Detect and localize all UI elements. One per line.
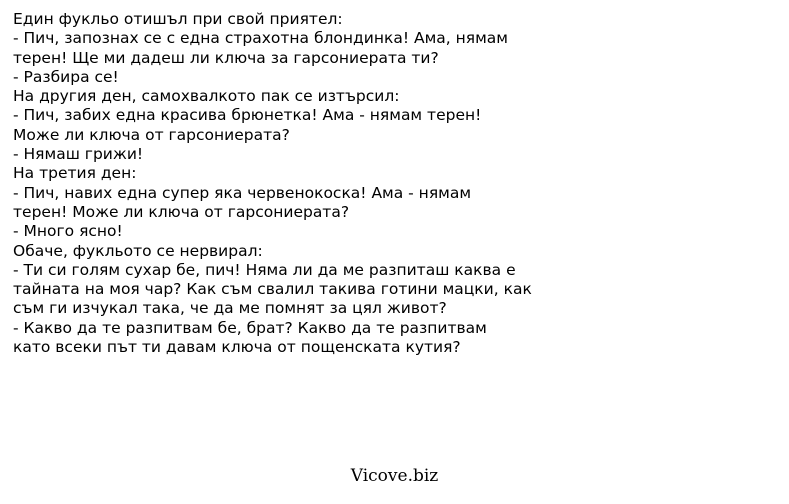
joke-line: - Ти си голям сухар бе, пич! Няма ли да ме разпиташ каква е xyxy=(13,260,516,279)
joke-line: терен! Може ли ключа от гарсониерата? xyxy=(13,202,350,221)
site-watermark: Vicove.biz xyxy=(350,466,439,486)
joke-line: - Много ясно! xyxy=(13,222,123,241)
joke-text xyxy=(13,10,532,357)
joke-line: - Нямаш грижи! xyxy=(13,145,144,164)
joke-line: Може ли ключа от гарсониерата? xyxy=(13,125,290,144)
joke-line: - Пич, навих една супер яка червенокоска! Ама - нямам xyxy=(13,183,472,202)
joke-line: - Пич, забих една красива брюнетка! Ама - нямам терен! xyxy=(13,106,482,125)
joke-line: - Разбира се! xyxy=(13,67,119,86)
joke-line: - Пич, запознах се с една страхотна блондинка! Ама, нямам xyxy=(13,29,508,48)
joke-line: съм ги изчукал така, че да ме помнят за цял живот? xyxy=(13,299,447,318)
joke-line: Обаче, фукльото се нервирал: xyxy=(13,241,263,260)
joke-line: - Какво да те разпитвам бе, брат? Какво да те разпитвам xyxy=(13,318,487,337)
joke-line: На другия ден, самохвалкото пак се изтърсил: xyxy=(13,87,400,106)
joke-line: като всеки път ти давам ключа от пощенската кутия? xyxy=(13,338,461,357)
joke-line: На третия ден: xyxy=(13,164,137,183)
joke-line: терен! Ще ми дадеш ли ключа за гарсониерата ти? xyxy=(13,48,439,67)
joke-line: тайната на моя чар? Как съм свалил такива готини мацки, как xyxy=(13,280,532,299)
joke-line: Един фукльо отишъл при свой приятел: xyxy=(13,10,343,28)
